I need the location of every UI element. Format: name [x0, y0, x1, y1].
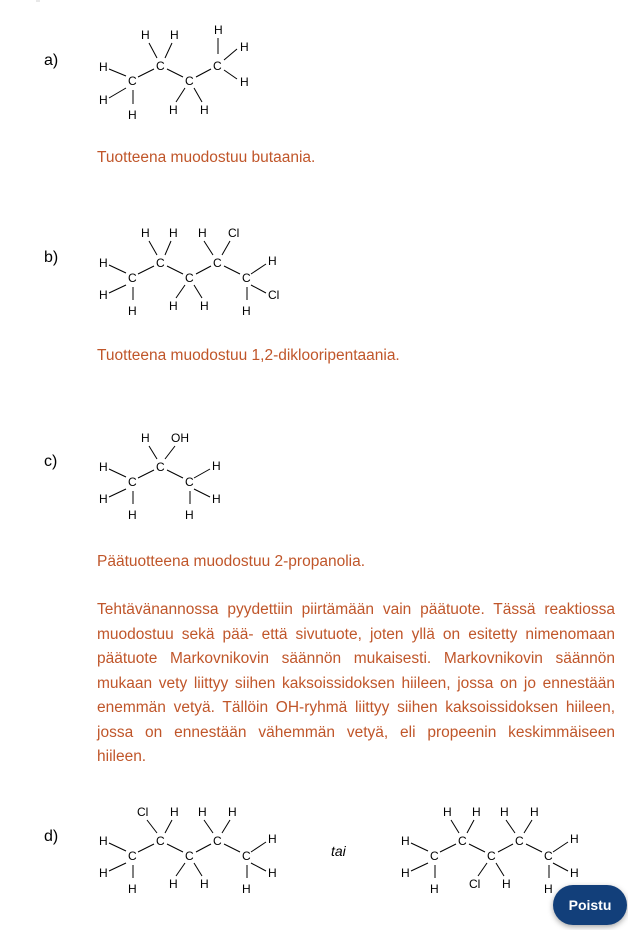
part-b-answer: Tuotteena muodostuu 1,2-diklooripentaania. [97, 347, 400, 364]
hydrogen-atom: H [99, 866, 108, 880]
bond [138, 266, 154, 274]
bond [165, 241, 171, 255]
bond [167, 844, 183, 852]
molecule-2-chloropentane [90, 800, 290, 910]
hydrogen-atom: H [141, 28, 150, 42]
hydrogen-atom: H [240, 40, 249, 54]
bond [167, 69, 183, 77]
hydrogen-atom: H [430, 882, 439, 896]
hydrogen-atom: H [99, 256, 108, 270]
bond [451, 820, 459, 833]
hydrogen-atom: H [530, 805, 539, 819]
carbon-atom: C [242, 849, 251, 863]
hydrogen-atom: H [141, 226, 150, 240]
carbon-atom: C [128, 475, 137, 489]
hydrogen-atom: H [99, 60, 108, 74]
bond [167, 470, 183, 478]
bond [506, 820, 515, 833]
molecule-2-propanol [90, 422, 250, 532]
part-a-answer: Tuotteena muodostuu butaania. [97, 149, 316, 166]
hydrogen-atom: H [170, 805, 179, 819]
carbon-atom: C [128, 271, 137, 285]
carbon-atom: C [430, 849, 439, 863]
hydrogen-atom: H [169, 103, 178, 117]
chlorine-atom: Cl [469, 877, 481, 891]
carbon-atom: C [156, 834, 165, 848]
hydrogen-atom: H [200, 877, 209, 891]
markovnikov-explanation: Tehtävänannossa pyydettiin piirtämään vain päätuote. Tässä reaktiossa muodostuu sekä pää- että sivutuote, joten yllä on esitetty nimenomaan päätuote Markovnikovin säännön mukaisesti. Markovnikovin säännön mukaan vety liittyy siihen kaksoissidoksen hiileen, jossa on jo ennestään enemmän vetyä. Tällöin OH-ryhmä liittyy siihen kaksoissidoksen hiileen, jossa on ennestään vähemmän vetyä, eli propeenin keskimmäiseen hiileen. [97, 601, 615, 765]
bond [165, 446, 175, 459]
carbon-atom: C [185, 271, 194, 285]
bond [194, 88, 202, 102]
bond [109, 489, 126, 497]
hydrogen-atom: H [242, 304, 251, 318]
hydrogen-atom: H [240, 75, 249, 89]
bond [251, 285, 266, 293]
hydrogen-atom: H [99, 492, 108, 506]
carbon-atom: C [213, 834, 222, 848]
bond [196, 266, 211, 274]
carbon-atom: C [156, 256, 165, 270]
hydrogen-atom: H [99, 93, 108, 107]
carbon-atom: C [185, 475, 194, 489]
hydrogen-atom: H [502, 877, 511, 891]
hydrogen-atom: H [401, 834, 410, 848]
bond [224, 266, 240, 274]
bond [251, 863, 266, 871]
bond [176, 863, 185, 876]
carbon-atom: C [128, 849, 137, 863]
bond [478, 863, 487, 876]
carbon-atom: C [544, 849, 553, 863]
hydrogen-atom: H [170, 28, 179, 42]
hydrogen-atom: H [128, 882, 137, 896]
hydrogen-atom: H [198, 226, 207, 240]
bond [498, 844, 513, 852]
carbon-atom: C [213, 59, 222, 73]
bond [165, 43, 172, 58]
bond [109, 69, 126, 76]
chlorine-atom: Cl [137, 805, 149, 819]
hydrogen-atom: H [268, 832, 277, 846]
bond [496, 863, 504, 876]
carbon-atom: C [515, 834, 524, 848]
top-mark [36, 0, 40, 2]
bond [251, 264, 266, 274]
hydrogen-atom: H [200, 299, 209, 313]
chlorine-atom: Cl [228, 226, 240, 240]
bond [147, 820, 157, 833]
bond [204, 820, 213, 833]
bond [109, 863, 126, 871]
hydroxyl-atom: OH [171, 431, 189, 445]
bond [553, 863, 568, 871]
hydrogen-atom: H [214, 23, 223, 37]
part-b-label: b) [44, 249, 59, 266]
bond [165, 820, 172, 833]
carbon-atom: C [185, 849, 194, 863]
hydrogen-atom: H [268, 254, 277, 268]
carbon-atom: C [458, 834, 467, 848]
bond [194, 285, 202, 298]
bond [109, 265, 126, 273]
bond [222, 241, 230, 255]
hydrogen-atom: H [200, 103, 209, 117]
bond [194, 469, 210, 478]
hydrogen-atom: H [128, 508, 137, 522]
part-c-answer: Päätuotteena muodostuu 2-propanolia. [97, 553, 366, 570]
hydrogen-atom: H [500, 805, 509, 819]
hydrogen-atom: H [169, 226, 178, 240]
part-a-label: a) [44, 52, 59, 69]
hydrogen-atom: H [544, 882, 553, 896]
bond [196, 844, 211, 852]
part-c-label: c) [44, 453, 58, 470]
hydrogen-atom: H [128, 108, 137, 122]
bond [194, 489, 210, 497]
bond [176, 285, 185, 298]
hydrogen-atom: H [228, 805, 237, 819]
chlorine-atom: Cl [268, 288, 280, 302]
exit-button[interactable]: Poistu [553, 885, 627, 925]
hydrogen-atom: H [472, 805, 481, 819]
hydrogen-atom: H [141, 431, 150, 445]
hydrogen-atom: H [212, 492, 221, 506]
hydrogen-atom: H [268, 866, 277, 880]
hydrogen-atom: H [169, 877, 178, 891]
carbon-atom: C [156, 460, 165, 474]
hydrogen-atom: H [128, 304, 137, 318]
carbon-atom: C [156, 59, 165, 73]
hydrogen-atom: H [99, 460, 108, 474]
hydrogen-atom: H [443, 805, 452, 819]
bond [149, 241, 157, 255]
bond [411, 863, 428, 871]
molecule-dichloropentane [90, 220, 300, 330]
bond [526, 844, 542, 852]
hydrogen-atom: H [401, 866, 410, 880]
carbon-atom: C [487, 849, 496, 863]
hydrogen-atom: H [212, 459, 221, 473]
hydrogen-atom: H [99, 834, 108, 848]
bond [109, 285, 126, 293]
bond [109, 469, 126, 477]
bond [176, 88, 185, 102]
bond [411, 843, 428, 851]
bond [440, 844, 456, 852]
part-d-label: d) [44, 828, 59, 845]
bond [204, 241, 213, 255]
molecule-butane [90, 18, 270, 128]
bond [467, 820, 474, 833]
carbon-atom: C [213, 256, 222, 270]
carbon-atom: C [128, 74, 137, 88]
connector-or: tai [331, 843, 346, 859]
hydrogen-atom: H [242, 882, 251, 896]
hydrogen-atom: H [185, 508, 194, 522]
bond [167, 266, 183, 274]
bond [469, 844, 485, 852]
bond [251, 842, 266, 852]
bond [109, 843, 126, 851]
bond [553, 842, 568, 852]
carbon-atom: C [185, 74, 194, 88]
bond [224, 844, 240, 852]
carbon-atom: C [242, 271, 251, 285]
bond [196, 69, 211, 77]
bond [222, 820, 230, 833]
hydrogen-atom: H [99, 288, 108, 302]
bond [524, 820, 532, 833]
bond [149, 43, 157, 58]
hydrogen-atom: H [198, 805, 207, 819]
hydrogen-atom: H [169, 299, 178, 313]
bond [138, 470, 154, 478]
bond [138, 69, 154, 77]
bond [149, 446, 157, 459]
bond [109, 88, 126, 98]
bond [194, 863, 202, 876]
bond [138, 844, 154, 852]
hydrogen-atom: H [570, 866, 579, 880]
bond [224, 70, 237, 79]
bond [224, 49, 237, 60]
hydrogen-atom: H [570, 832, 579, 846]
